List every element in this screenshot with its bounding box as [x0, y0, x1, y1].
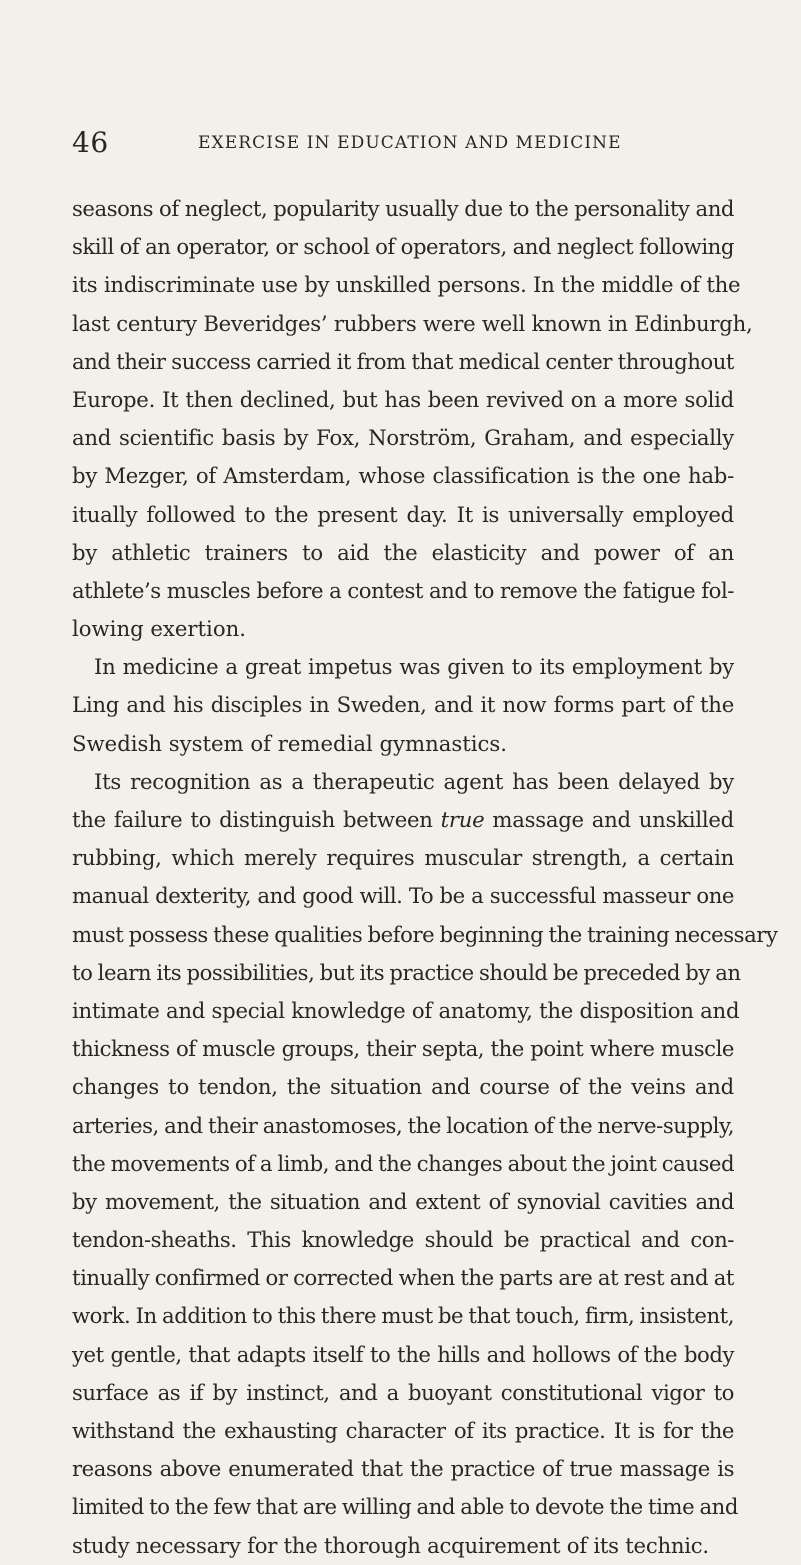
text-line: withstand the exhausting character of its practice. It is for the: [72, 1418, 734, 1443]
text-line: tinually confirmed or corrected when the parts are at rest and at: [72, 1265, 734, 1291]
paragraph: [72, 648, 734, 763]
text-line: by Mezger, of Amsterdam, whose classification is the one hab-: [72, 463, 734, 489]
text-line: itually followed to the present day. It is universally employed: [72, 501, 734, 527]
text-line: manual dexterity, and good will. To be a successful masseur one: [72, 883, 734, 909]
running-head: EXERCISE IN EDUCATION AND MEDICINE: [198, 133, 622, 153]
text-line: [72, 801, 734, 839]
text-line: arteries, and their anastomoses, the location of the nerve-supply,: [72, 1112, 734, 1138]
text-line: Europe. It then declined, but has been revived on a more solid: [72, 386, 734, 412]
text-line: thickness of muscle groups, their septa, the point where muscle: [72, 1036, 734, 1062]
text-line: must possess these qualities before beginning the training necessary: [72, 921, 778, 947]
text-fragment: the failure to distinguish between: [72, 807, 433, 832]
text-line: skill of an operator, or school of operators, and neglect following: [72, 234, 734, 260]
text-fragment: massage and unskilled: [492, 807, 734, 832]
text-line: In medicine a great impetus was given to its employment by: [94, 654, 734, 680]
text-line: and their success carried it from that medical center throughout: [72, 348, 734, 374]
text-line: reasons above enumerated that the practice of true massage is: [72, 1456, 734, 1482]
text-line: study necessary for the thorough acquirement of its technic.: [72, 1532, 709, 1558]
text-line: Its recognition as a therapeutic agent has been delayed by: [94, 768, 734, 794]
text-line: and scientific basis by Fox, Norström, Graham, and especially: [72, 425, 734, 451]
emphasis-text: true: [440, 807, 485, 832]
text-line: the movements of a limb, and the changes about the joint caused: [72, 1150, 735, 1176]
text-line: changes to tendon, the situation and course of the veins and: [72, 1074, 734, 1100]
paragraph: [72, 763, 778, 1565]
text-line: work. In addition to this there must be that touch, firm, insistent,: [72, 1303, 734, 1329]
text-line: athlete’s muscles before a contest and to remove the fatigue fol-: [72, 577, 734, 603]
text-line: last century Beveridges’ rubbers were well known in Edinburgh,: [72, 310, 753, 336]
text-line: surface as if by instinct, and a buoyant constitutional vigor to: [72, 1379, 734, 1405]
body-text: [72, 190, 778, 1565]
text-line: intimate and special knowledge of anatomy, the disposition and: [72, 997, 740, 1023]
text-line: by movement, the situation and extent of synovial cavities and: [72, 1188, 734, 1214]
text-line: Swedish system of remedial gymnastics.: [72, 730, 508, 756]
page-header: [72, 125, 721, 165]
text-line: seasons of neglect, popularity usually due to the personality and: [72, 196, 734, 221]
text-line: to learn its possibilities, but its practice should be preceded by an: [72, 959, 741, 985]
paragraph: [72, 190, 753, 648]
text-line: its indiscriminate use by unskilled persons. In the middle of the: [72, 272, 741, 298]
text-line: lowing exertion.: [72, 616, 246, 642]
text-line: tendon-sheaths. This knowledge should be practical and con-: [72, 1227, 734, 1253]
page-number: 46: [72, 126, 109, 159]
text-line: limited to the few that are willing and able to devote the time and: [72, 1494, 738, 1520]
text-line: Ling and his disciples in Sweden, and it now forms part of the: [72, 692, 734, 718]
text-line: yet gentle, that adapts itself to the hills and hollows of the body: [72, 1341, 734, 1367]
text-line: by athletic trainers to aid the elasticity and power of an: [72, 539, 734, 565]
text-line: rubbing, which merely requires muscular strength, a certain: [72, 845, 734, 871]
